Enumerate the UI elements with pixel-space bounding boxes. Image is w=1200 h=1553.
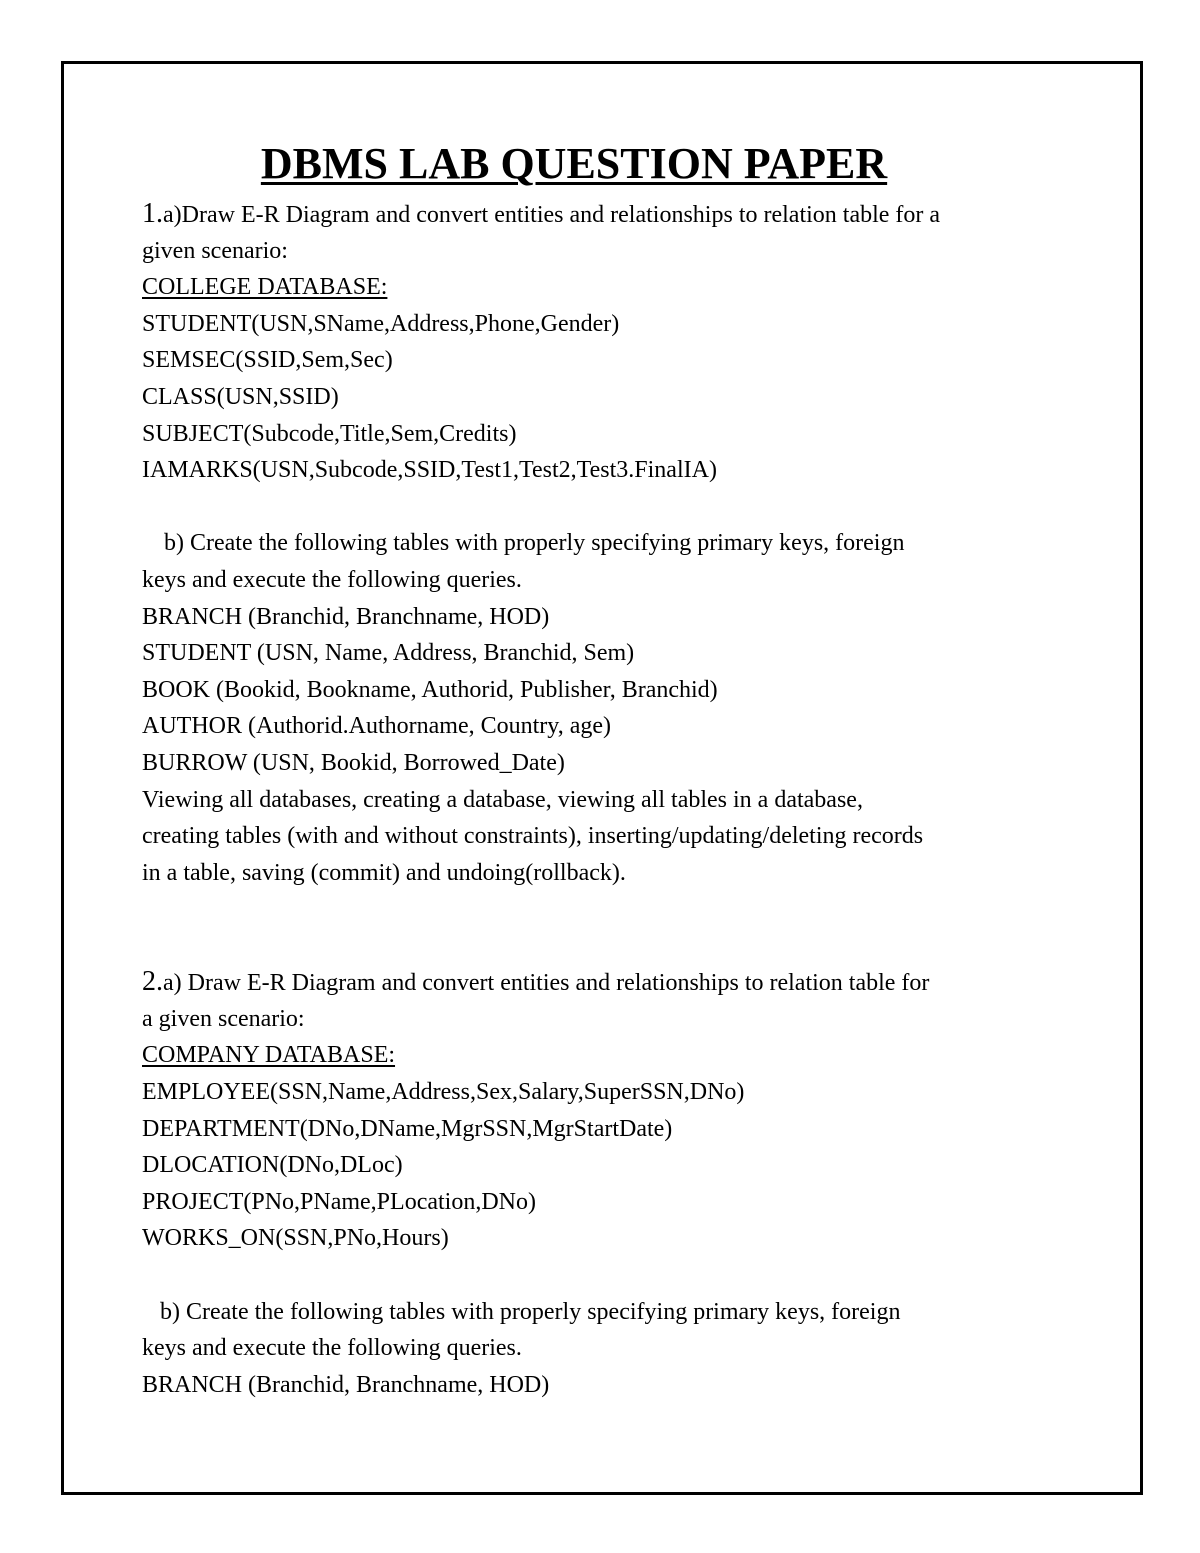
q1a-prompt-cont: given scenario:: [142, 237, 288, 264]
q2-table-line: DEPARTMENT(DNo,DName,MgrSSN,MgrStartDate): [142, 1115, 673, 1142]
q1-table-line: STUDENT(USN,SName,Address,Phone,Gender): [142, 310, 620, 337]
q1a-label: a)Draw E-R Diagram and convert entities and relationships to relation table for a: [163, 202, 941, 228]
spacer: [142, 489, 1102, 526]
q2a-prompt-cont: a given scenario:: [142, 1005, 305, 1032]
q2b-prompt-cont: keys and execute the following queries.: [142, 1335, 522, 1362]
q1b-table-line: AUTHOR (Authorid.Authorname, Country, age): [142, 713, 612, 740]
q1b-task-line: in a table, saving (commit) and undoing(rollback).: [142, 859, 626, 886]
q2-table-line: PROJECT(PNo,PName,PLocation,DNo): [142, 1188, 536, 1215]
q1-table-line: IAMARKS(USN,Subcode,SSID,Test1,Test2,Test3.FinalIA): [142, 457, 717, 484]
q2-table-line: EMPLOYEE(SSN,Name,Address,Sex,Salary,SuperSSN,DNo): [142, 1079, 745, 1106]
q1b-prompt-cont: keys and execute the following queries.: [142, 566, 522, 593]
q1b-task-line: Viewing all databases, creating a database, viewing all tables in a database,: [142, 786, 863, 813]
q1-number: 1.: [142, 198, 163, 229]
q1b-table-line: BRANCH (Branchid, Branchname, HOD): [142, 603, 550, 630]
q1-table-line: SUBJECT(Subcode,Title,Sem,Credits): [142, 420, 517, 447]
q1b-table-line: STUDENT (USN, Name, Address, Branchid, Sem): [142, 640, 635, 667]
page-title: DBMS LAB QUESTION PAPER: [260, 139, 888, 188]
question-1: [142, 196, 1102, 891]
q2a-prompt: [142, 964, 1102, 1001]
question-2: [142, 964, 1102, 1403]
q2-table-line: WORKS_ON(SSN,PNo,Hours): [142, 1225, 449, 1252]
q1b-task-line: creating tables (with and without constraints), inserting/updating/deleting records: [142, 823, 924, 850]
q1-table-line: SEMSEC(SSID,Sem,Sec): [142, 347, 393, 374]
q2a-label: a) Draw E-R Diagram and convert entities and relationships to relation table for: [163, 970, 930, 997]
q2-table-line: DLOCATION(DNo,DLoc): [142, 1152, 403, 1179]
q2b-prompt: b) Create the following tables with properly specifying primary keys, foreign: [160, 1298, 901, 1325]
q2-db-heading: COMPANY DATABASE:: [142, 1042, 396, 1069]
q1-db-heading: COLLEGE DATABASE:: [142, 274, 388, 301]
q1b-prompt: b) Create the following tables with properly specifying primary keys, foreign: [164, 530, 905, 557]
spacer: [142, 1257, 1102, 1294]
q2b-table-line: BRANCH (Branchid, Branchname, HOD): [142, 1371, 550, 1398]
q1a-prompt: [142, 196, 1102, 233]
spacer: [142, 891, 1102, 964]
document-body: [142, 136, 1102, 1403]
q1b-table-line: BURROW (USN, Bookid, Borrowed_Date): [142, 749, 565, 776]
q2-number: 2.: [142, 966, 163, 998]
q1b-table-line: BOOK (Bookid, Bookname, Authorid, Publisher, Branchid): [142, 676, 718, 703]
q1-table-line: CLASS(USN,SSID): [142, 383, 339, 410]
